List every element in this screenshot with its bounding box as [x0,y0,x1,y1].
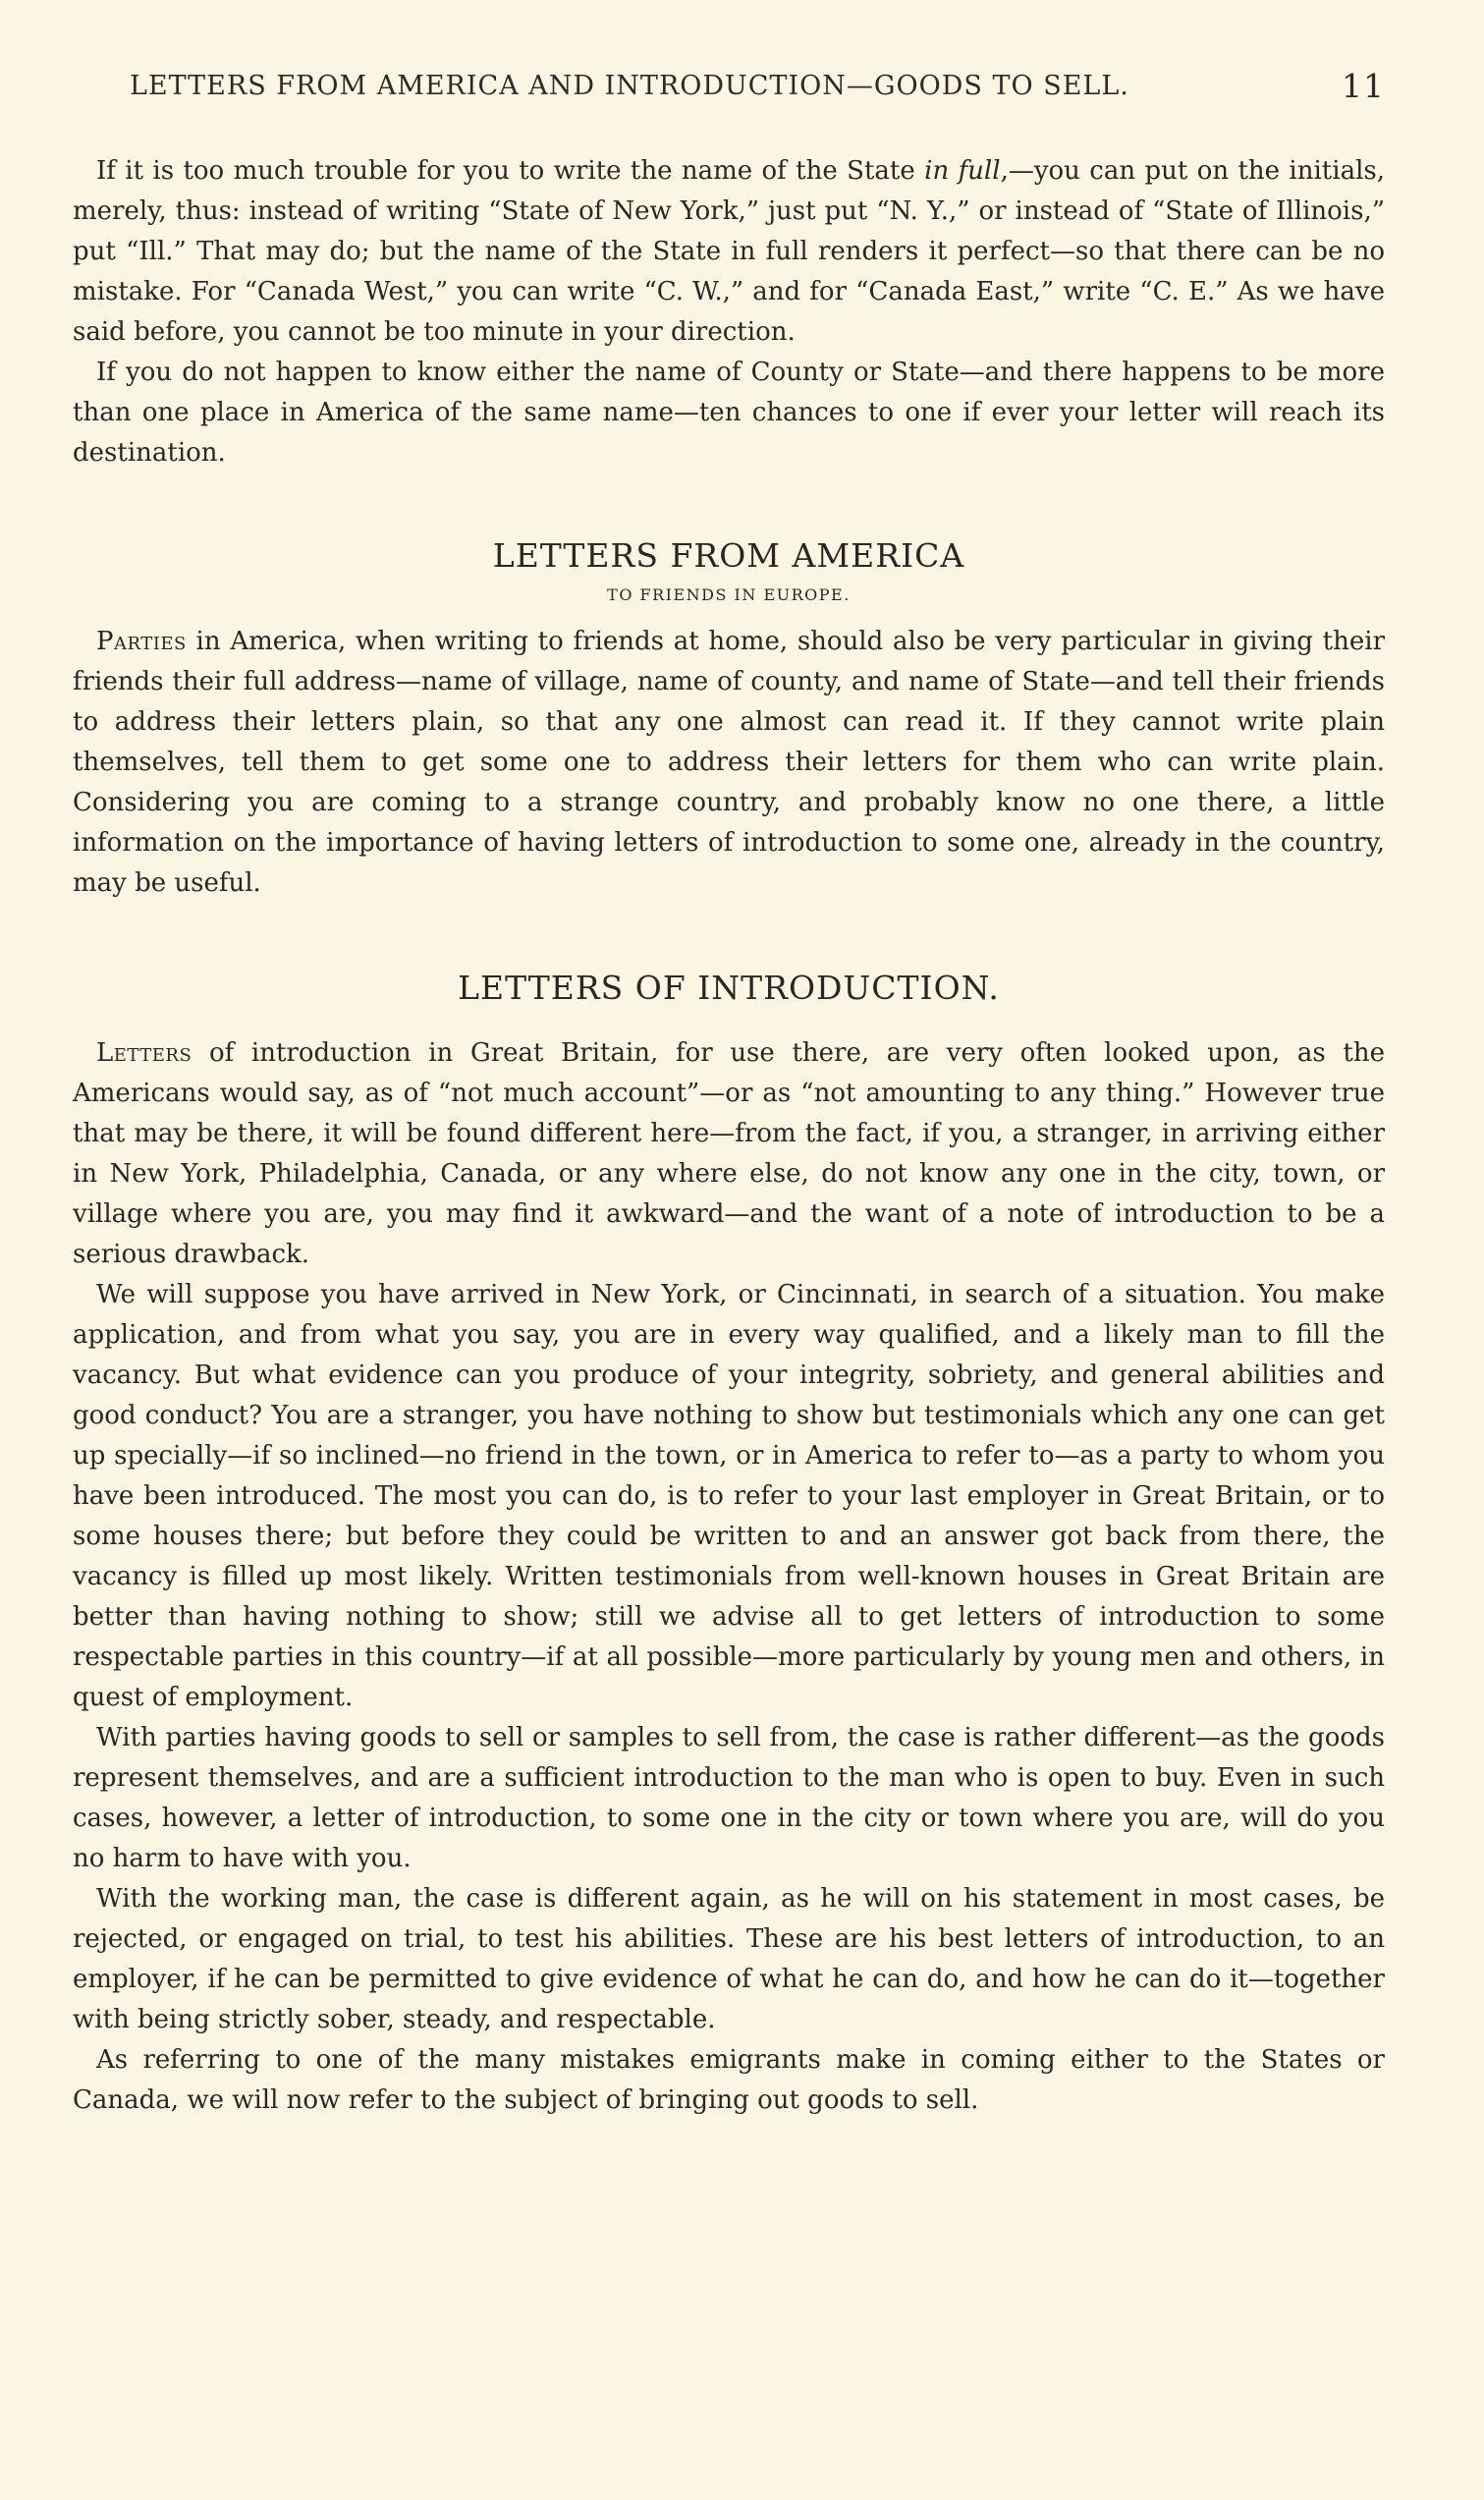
intro-paragraph-2: If you do not happen to know either the name of County or State—and there happens to be more than one place in America of the same name—ten chances to one if ever your letter will reach its destination. [73,358,1385,468]
page-content [73,151,1385,2121]
section1-p1-text: in America, when writing to friends at home, should also be very particular in giving their friends their full address—name of village, name of county, and name of State—and tell their friends to address their letters plain, so that any one almost can read it. If they cannot write plain themselves, tell them to get some one to address their letters for them who can write plain. Considering you are coming to a strange country, and probably know no one there, a little information on the importance of having letters of introduction to some one, already in the country, may be useful. [73,627,1385,898]
section2-lead-word: Letters [96,1038,192,1068]
intro-p1-start: If it is too much trouble for you to write the name of the State [96,156,925,186]
book-page [0,67,1484,2500]
intro-p1-emphasis: in full [924,156,1001,186]
running-head-title: LETTERS FROM AMERICA AND INTRODUCTION—GOODS TO SELL. [130,71,1129,101]
section2-p1-text: of introduction in Great Britain, for use there, are very often looked upon, as the Americans would say, as of “not much account”—or as “not amounting to any thing.” However true that may be there, it will be found different here—from the fact, if you, a stranger, in arriving either in New York, Philadelphia, Canada, or any where else, do not know any one in the city, town, or village where you are, you may find it awkward—and the want of a note of introduction to be a serious drawback. [73,1038,1385,1269]
running-head [73,67,1385,110]
intro-p1-end: ,—you can put on the initials, merely, thus: instead of writing “State of New York,” just put “N. Y.,” or instead of “State of Illinois,” put “Ill.” That may do; but the name of the State in full renders it perfect—so that there can be no mistake. For “Canada West,” you can write “C. W.,” and for “Canada East,” write “C. E.” As we have said before, you cannot be too minute in your direction. [73,156,1385,347]
section-title-letters-from-america: LETTERS FROM AMERICA [492,536,965,575]
intro-paragraph-1 [73,151,1385,353]
section2-paragraph-5: As referring to one of the many mistakes emigrants make in coming either to the States or Canada, we will now refer to the subject of bringing out goods to sell. [73,2045,1385,2115]
section-subtitle-to-friends: TO FRIENDS IN EUROPE. [607,585,851,604]
section2-paragraph-3: With parties having goods to sell or samples to sell from, the case is rather different—as the goods represent themselves, and are a sufficient introduction to the man who is open to buy. Even in such cases, however, a letter of introduction, to some one in the city or town where you are, will do you no harm to have with you. [73,1723,1385,1873]
section1-lead-word: Parties [96,627,187,656]
section1-paragraph-1 [73,622,1385,904]
section2-paragraph-1 [73,1033,1385,1275]
section2-paragraph-4: With the working man, the case is different again, as he will on his statement in most cases, be rejected, or engaged on trial, to test his abilities. These are his best letters of introduction, to an employer, if he can be permitted to give evidence of what he can do, and how he can do it—together with being strictly sober, steady, and respectable. [73,1884,1385,2034]
page-number: 11 [1342,67,1385,105]
section-title-letters-of-introduction: LETTERS OF INTRODUCTION. [458,969,1000,1007]
section2-paragraph-2: We will suppose you have arrived in New York, or Cincinnati, in search of a situation. You make application, and from what you say, you are in every way qualified, and a likely man to fill the vacancy. But what evidence can you produce of your integrity, sobriety, and general abilities and good conduct? You are a stranger, you have nothing to show but testimonials which any one can get up specially—if so inclined—no friend in the town, or in America to refer to—as a party to whom you have been introduced. The most you can do, is to refer to your last employer in Great Britain, or to some houses there; but before they could be written to and an answer got back from there, the vacancy is filled up most likely. Written testimonials from well-known houses in Great Britain are better than having nothing to show; still we advise all to get letters of introduction to some respectable parties in this country—if at all possible—more particularly by young men and others, in quest of employment. [73,1280,1385,1712]
